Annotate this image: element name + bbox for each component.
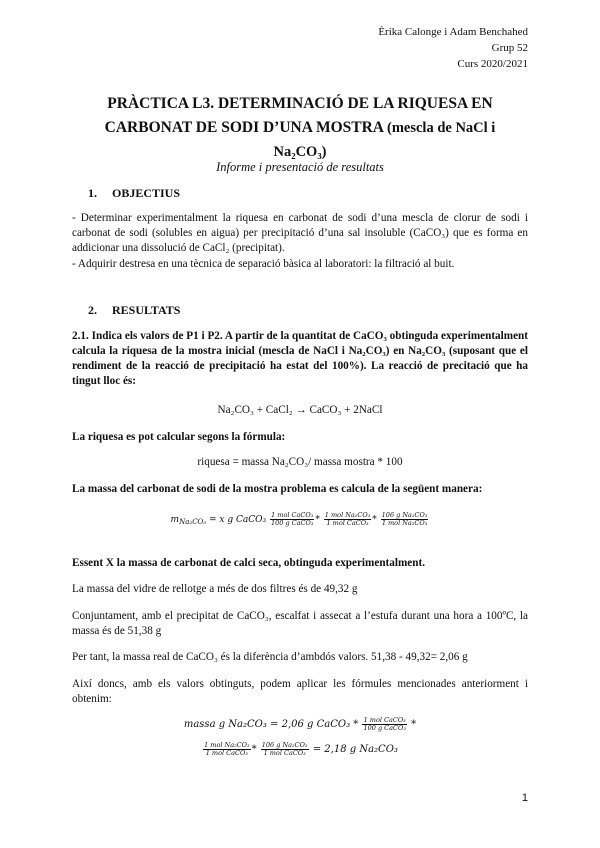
objective-1: - Determinar experimentalment la riquesa en carbonat de sodi d’una mescla de clorur de sodi i carbonat de sodi (solubles en aigua) per precipitació d’una sal insoluble (CaCO₃) que es forma en addicionar una dissolució de CaCl₂ (precipitat). — [72, 212, 528, 254]
eq1-f1-num: 1 mol CaCO₃ — [271, 511, 314, 519]
eq2-result: = 2,18 g Na₂CO₃ — [312, 744, 398, 755]
essent-text: Essent X la massa de carbonat de calci seca, obtinguda experimentalment. — [72, 557, 426, 569]
eq1-lhs-sub: Na₂CO₃ — [179, 518, 207, 526]
section-1-number: 1. — [88, 186, 97, 200]
page-title — [70, 92, 530, 164]
eq2-f2-den: 1 mol CaCO₃ — [205, 749, 248, 757]
riquesa-formula: riquesa = massa Na₂CO₃/ massa mostra * 100 — [197, 456, 403, 468]
eq2-f3-den: 1 mol CaCO₃ — [263, 749, 306, 757]
result-equation-line-1 — [72, 717, 528, 732]
page-number: 1 — [521, 792, 528, 804]
title-line-2b: (mescla de NaCl i — [387, 120, 496, 136]
eq1-x: = x g CaCO₃ — [208, 515, 267, 525]
eq1-f3-den: 1 mol Na₂CO₃ — [381, 519, 428, 527]
section-2-number: 2. — [88, 303, 97, 317]
paragraph-precipitate-mass: Conjuntament, amb el precipitat de CaCO₃, escalfat i assecat a l’estufa durant una hora a 100ºC, la massa és de 51,38 g — [72, 610, 528, 637]
section-2-title: RESULTATS — [112, 303, 181, 317]
title-line-3: Na₂CO₃) — [273, 144, 327, 160]
eq1-f2-num: 1 mol Na₂CO₃ — [324, 511, 371, 519]
result-equation-line-2: $\frac{\text{1 mol Na₂CO₃}}{\text{1 mol CaCO₃}}$ * $\frac{\text{106 g Na₂CO₃}}{\text{1 mol CaCO₃}}$ = 2,18 g Na₂CO₃ — [204, 741, 398, 757]
section-1-title: OBJECTIUS — [112, 186, 181, 200]
eq1-f2-den: 1 mol CaCO₃ — [326, 519, 369, 527]
eq2-fraction-2 — [203, 742, 251, 757]
eq2-f3-num: 106 g Na₂CO₃ — [261, 741, 308, 749]
eq1-fraction-3 — [381, 512, 429, 527]
header-authors: Èrika Calonge i Adam Benchahed — [378, 26, 528, 38]
objective-2: - Adquirir destresa en una tècnica de separació bàsica al laboratori: la filtració al buit. — [72, 258, 455, 270]
eq2-f1-den: 100 g CaCO₃ — [363, 724, 406, 732]
eq1-fraction-1 — [270, 512, 314, 527]
header-group: Grup 52 — [491, 42, 528, 54]
reaction-equation: Na₂CO₃ + CaCl₂ → CaCO₃ + 2NaCl — [217, 404, 383, 416]
eq2-star: * — [411, 719, 417, 730]
section-1-heading — [88, 186, 180, 201]
massa-intro: La massa del carbonat de sodi de la mostra problema es calcula de la següent manera: — [72, 483, 483, 495]
paragraph-glass-mass: La massa del vidre de rellotge a més de dos filtres és de 49,32 g — [72, 583, 358, 595]
section-2-heading — [88, 303, 180, 318]
mass-equation: $m_{Na_2CO_3} = x$ g CaCO₃ $\frac{\text{1 mol CaCO₃}}{\text{100 g CaCO₃}}$ * $\frac{\text{1 mol Na₂CO₃}}{\text{1 mol CaCO₃}}$ * $\frac{\text{106 g Na₂CO₃}}{\text{1 mol Na₂CO₃}}$ — [170, 511, 428, 527]
eq2-f2-num: 1 mol Na₂CO₃ — [204, 741, 250, 749]
eq1-f3-num: 106 g Na₂CO₃ — [381, 511, 428, 519]
title-line-2 — [70, 116, 530, 140]
paragraph-real-mass: Per tant, la massa real de CaCO₃ és la diferència d’ambdós valors. 51,38 - 49,32= 2,06 g — [72, 651, 468, 663]
eq1-f1-den: 100 g CaCO₃ — [270, 519, 314, 527]
riquesa-intro: La riquesa es pot calcular segons la fórmula: — [72, 431, 286, 443]
title-line-1: PRÀCTICA L3. DETERMINACIÓ DE LA RIQUESA EN — [107, 95, 493, 112]
eq2-fraction-3 — [261, 742, 309, 757]
eq1-fraction-2 — [324, 512, 372, 527]
subtitle: Informe i presentació de resultats — [216, 160, 384, 174]
header-course: Curs 2020/2021 — [457, 58, 528, 70]
title-line-2a: CARBONAT DE SODI D’UNA MOSTRA — [104, 119, 387, 136]
eq2-f1-num: 1 mol CaCO₃ — [363, 716, 406, 724]
question-2-1: 2.1. Indica els valors de P1 i P2. A partir de la quantitat de CaCO₃ obtinguda experimentalment calcula la riquesa de la mostra inicial (mescla de NaCl i Na₂CO₃) en Na₂CO₃ (suposant que el rendiment de la reacció de precipitació ha estat del 100%). La reacció de precitació que ha tingut lloc és: — [72, 330, 528, 387]
eq1-lhs: m — [170, 515, 180, 525]
eq2-lhs: massa g Na₂CO₃ = 2,06 g CaCO₃ * — [183, 719, 359, 730]
paragraph-conclusion: Així doncs, amb els valors obtinguts, podem aplicar les fórmules mencionades anteriorment i obtenim: — [72, 678, 528, 705]
eq2-fraction-1 — [362, 717, 406, 732]
